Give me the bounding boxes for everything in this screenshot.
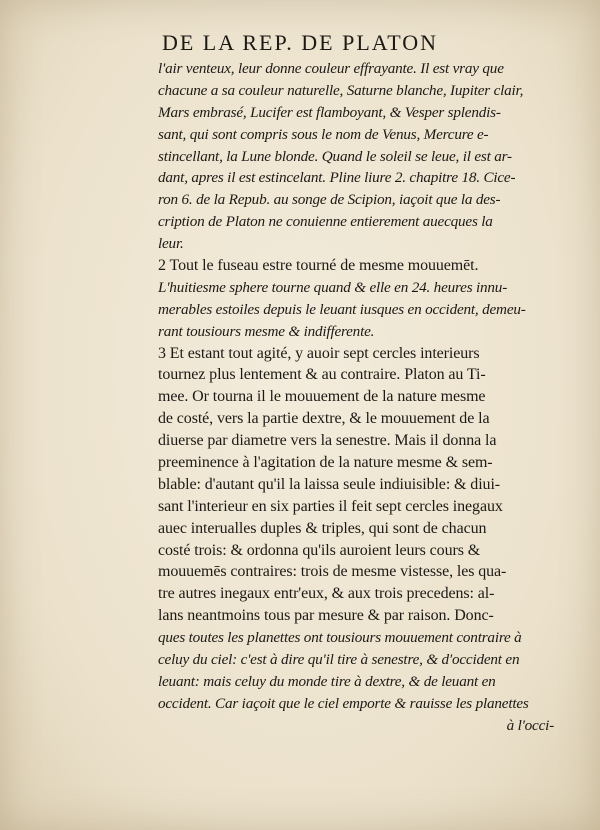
text-line: merables estoiles depuis le leuant iusques en occident, demeu- [158,300,526,318]
text-line: occident. Car iaçoit que le ciel emporte & rauisse les planettes [158,694,529,712]
catchword: à l'occi- [506,716,554,734]
text-line: de costé, vers la partie dextre, & le mouuement de la [158,410,490,428]
text-line: sant, qui sont compris sous le nom de Venus, Mercure e- [158,125,489,143]
body-text [158,58,558,737]
text-line: chacune a sa couleur naturelle, Saturne blanche, Iupiter clair, [158,81,524,99]
text-line: diuerse par diametre vers la senestre. Mais il donna la [158,432,497,450]
text-line: mouuemēs contraires: trois de mesme vistesse, les qua- [158,563,507,581]
text-line: ron 6. de la Repub. au songe de Scipion, iaçoit que la des- [158,191,501,209]
text-line: stincellant, la Lune blonde. Quand le soleil se leue, il est ar- [158,147,512,165]
text-line: L'huitiesme sphere tourne quand & elle en 24. heures innu- [158,278,508,296]
text-line: ques toutes les planettes ont tousiours mouuement contraire à [158,629,522,647]
text-line: celuy du ciel: c'est à dire qu'il tire à senestre, & d'occident en [158,651,520,669]
text-line: tournez plus lentement & au contraire. Platon au Ti- [158,366,486,384]
text-line: leuant: mais celuy du monde tire à dextre, & de leuant en [158,672,496,690]
text-line: mee. Or tourna il le mouuement de la nature mesme [158,388,486,406]
text-line: lans neantmoins tous par mesure & par raison. Donc- [158,607,494,625]
text-line: cription de Platon ne conuienne entierement auecques la [158,213,493,231]
text-line: 2 Tout le fuseau estre tourné de mesme mouuemēt. [158,257,479,275]
text-line: tre autres inegaux entr'eux, & aux trois precedens: al- [158,585,495,603]
text-line: l'air venteux, leur donne couleur effrayante. Il est vray que [158,60,504,77]
text-line: rant tousiours mesme & indifferente. [158,322,375,340]
text-line: dant, apres il est estincelant. Pline liure 2. chapitre 18. Cice- [158,169,516,187]
text-line: costé trois: & ordonna qu'ils auroient leurs cours & [158,541,481,559]
text-line: Mars embrasé, Lucifer est flamboyant, & Vesper splendis- [158,103,501,121]
text-line: leur. [158,235,184,253]
text-line: 3 Et estant tout agité, y auoir sept cercles interieurs [158,344,480,362]
text-line: auec interualles duples & triples, qui sont de chacun [158,519,487,537]
text-line: blable: d'autant qu'il la laissa seule indiuisible: & diui- [158,475,501,493]
text-line: preeminence à l'agitation de la nature mesme & sem- [158,454,493,472]
running-header: DE LA REP. DE PLATON [161,30,439,55]
text-line: sant l'interieur en six parties il feit sept cercles inegaux [158,497,503,515]
